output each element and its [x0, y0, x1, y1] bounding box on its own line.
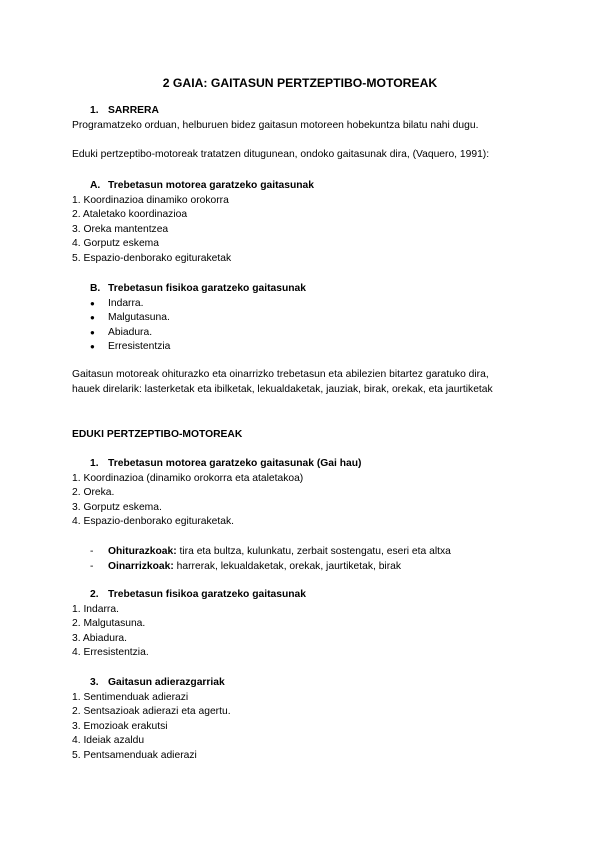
list-item: 2. Ataletako koordinazioa [72, 209, 188, 220]
list-item: 1. Koordinazioa (dinamiko orokorra eta ataletakoa) [72, 472, 304, 484]
list-item: 2. Malgutasuna. [72, 618, 146, 629]
list-item: 3. Emozioak erakutsi [72, 720, 168, 732]
list-item: 4. Espazio-denborako egituraketak. [72, 516, 234, 527]
list-item: 3. Oreka mantentzea [72, 223, 169, 235]
subsection-2-heading-text: Trebetasun fisikoa garatzeko gaitasunak [108, 589, 306, 600]
list-item: 2. Oreka. [72, 487, 115, 498]
subsection-1-number: 1. [90, 458, 99, 469]
sarrera-paragraph-1: Programatzeko orduan, helburuen bidez gaitasun motoreen hobekuntza bilatu nahi dugu. [72, 119, 479, 131]
list-item: 4. Erresistentzia. [72, 647, 149, 658]
dash-list [0, 545, 600, 574]
eduki-heading: EDUKI PERTZEPTIBO-MOTOREAK [72, 429, 243, 440]
section-b-letter: B. [90, 283, 101, 294]
subsection-2-heading [0, 588, 600, 603]
section-b-heading-text: Trebetasun fisikoa garatzeko gaitasunak [108, 283, 306, 294]
dash-item-text: harrerak, lekualdaketak, orekak, jaurtiketak, birak [173, 560, 402, 572]
section-a [0, 179, 600, 266]
paragraph-line: Gaitasun motoreak ohiturazko eta oinarrizko trebetasun eta abilezien bitartez garatuko dira, [72, 369, 489, 380]
eduki-section [0, 428, 600, 443]
section-a-letter: A. [90, 180, 101, 191]
list-item: 1. Sentimenduak adierazi [72, 691, 189, 703]
bullet-icon: ● [90, 313, 95, 322]
sarrera-heading-text: SARRERA [108, 105, 159, 116]
section-a-heading-text: Trebetasun motorea garatzeko gaitasunak [108, 180, 315, 191]
dash-icon: - [90, 546, 94, 557]
list-item: 4. Gorputz eskema [72, 238, 159, 249]
list-item: 5. Espazio-denborako egituraketak [72, 252, 232, 264]
list-item: 3. Abiadura. [72, 632, 127, 644]
section-b-heading [0, 282, 600, 297]
page-title: 2 GAIA: GAITASUN PERTZEPTIBO-MOTOREAK [162, 76, 438, 90]
sarrera-heading [0, 104, 600, 119]
list-item: 3. Gorputz eskema. [72, 501, 162, 513]
eduki-subsection-3 [0, 676, 600, 763]
list-item: 1. Indarra. [72, 603, 119, 615]
list-item: 2. Sentsazioak adierazi eta agertu. [72, 706, 231, 717]
dash-item-oinarrizkoak [0, 560, 600, 575]
dash-item-label: Oinarrizkoak: [108, 560, 174, 572]
eduki-subsection-2 [0, 588, 600, 661]
dash-icon: - [90, 560, 94, 572]
bullet-icon: ● [90, 327, 95, 337]
bullet-icon: ● [90, 342, 95, 351]
list-item: 1. Koordinazioa dinamiko orokorra [72, 194, 229, 206]
eduki-subsection-1 [0, 457, 600, 530]
sarrera-number: 1. [90, 105, 99, 116]
sarrera-section [0, 104, 600, 162]
dash-item-text: tira eta bultza, kulunkatu, zerbait sostengatu, eseri eta altxa [176, 546, 451, 557]
list-item: 5. Pentsamenduak adierazi [72, 749, 197, 761]
subsection-3-heading [0, 676, 600, 691]
subsection-3-number: 3. [90, 677, 99, 688]
subsection-1-heading-text: Trebetasun motorea garatzeko gaitasunak (Gai hau) [108, 458, 362, 469]
subsection-3-heading-text: Gaitasun adierazgarriak [108, 677, 225, 688]
subsection-1-heading [0, 457, 600, 472]
bullet-icon: ● [90, 298, 95, 308]
paragraph-line: hauek direlarik: lasterketak eta ibilketak, lekualdaketak, jauziak, birak, orekak, eta jaurtiketak [72, 383, 493, 395]
section-a-heading [0, 179, 600, 194]
bullet-item: ● Malgutasuna. [0, 311, 600, 326]
dash-item-ohiturazkoak [0, 545, 600, 560]
bullet-item: ● Abiadura. [0, 326, 600, 341]
bullet-item: ● Indarra. [0, 297, 600, 312]
subsection-2-number: 2. [90, 589, 99, 600]
dash-item-label: Ohiturazkoak: [108, 546, 177, 557]
closing-paragraph [0, 368, 600, 397]
sarrera-paragraph-2: Eduki pertzeptibo-motoreak tratatzen ditugunean, ondoko gaitasunak dira, (Vaquero, 1991): [72, 148, 490, 160]
section-b [0, 282, 600, 355]
bullet-item: ● Erresistentzia [0, 340, 600, 355]
list-item: 4. Ideiak azaldu [72, 735, 145, 746]
